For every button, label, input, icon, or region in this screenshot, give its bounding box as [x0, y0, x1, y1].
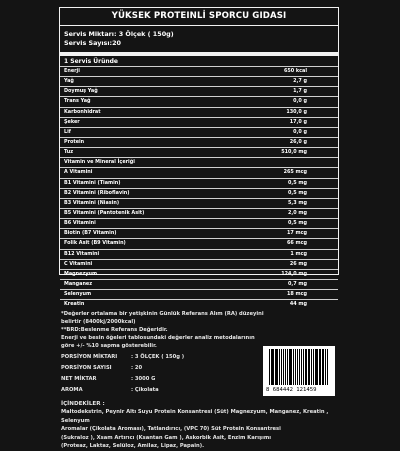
nutrient-row: [60, 188, 338, 198]
nutrient-value: 0,7 mg: [288, 280, 307, 287]
nutrient-row: [60, 157, 338, 167]
nutrient-row: [60, 299, 338, 309]
portion-amount: PORSİYON MİKTARI : 3 ÖLÇEK ( 150g ): [61, 354, 185, 360]
barcode-bar: [290, 349, 292, 385]
nutrient-name: Enerji: [64, 68, 80, 74]
nutrient-name: Karbonhidrat: [64, 108, 101, 115]
flavor: AROMA : Çikolata: [61, 387, 159, 393]
nutrient-value: 66 mcg: [286, 240, 307, 247]
barcode-bar: [319, 349, 321, 385]
nutrient-row: [60, 198, 338, 208]
nutrient-row: [60, 127, 338, 137]
nutrient-value: 510,0 mg: [281, 149, 307, 156]
barcode-bar: [293, 349, 294, 385]
nutrient-name: Magnezyum: [64, 270, 98, 277]
nutrient-value: 26,0 g: [289, 138, 307, 145]
nutrient-value: 0,5 mg: [288, 189, 307, 196]
barcode-bar: [269, 349, 270, 385]
nutrient-name: Tuz: [64, 149, 74, 156]
nutrient-value: 17 mcg: [286, 230, 307, 237]
nutrient-name: Trans Yağ: [64, 98, 91, 105]
barcode-bar: [289, 349, 290, 385]
tolerance-note-line2: göre +/- %10 sapma gösterebilir.: [61, 343, 157, 349]
barcode-bar: [283, 349, 284, 385]
nutrient-name: Selenyum: [64, 291, 92, 298]
barcode-bar: [323, 349, 324, 385]
servings-count: Servis Sayısı:20: [64, 39, 121, 47]
nutrient-table: [60, 66, 338, 309]
barcode-bar: [327, 349, 328, 385]
nutrient-row: [60, 208, 338, 218]
nutrient-row: [60, 66, 338, 76]
nutrition-facts-panel: [59, 7, 339, 308]
nutrient-value: 0,0 g: [293, 98, 307, 105]
barcode-bar: [295, 349, 296, 385]
nutrient-row: [60, 96, 338, 106]
nutrient-name: Kreatin: [64, 301, 85, 308]
barcode-bar: [279, 349, 280, 385]
barcode-bars: [269, 349, 329, 385]
nutrient-name: Biotin (B7 Vitamin): [64, 230, 117, 237]
barcode-bar: [303, 349, 304, 385]
nutrient-value: 2,7 g: [293, 78, 307, 85]
barcode-bar: [305, 349, 307, 385]
barcode-bar: [308, 349, 309, 385]
barcode-bar: [309, 349, 310, 385]
nutrient-name: B6 Vitamini: [64, 220, 96, 227]
net-amount: NET MİKTAR : 3000 G: [61, 376, 156, 382]
nutrient-row: [60, 86, 338, 96]
per-serving-heading: 1 Servis Üründe: [64, 58, 118, 65]
ingredients-line3: (Sukraloz ), Xsam Artırıcı (Ksantan Gam ), Askorbik Asit, Enzim Karışımı: [61, 434, 272, 441]
nutrient-name: C Vitamini: [64, 260, 93, 267]
nutrient-value: 650 kcal: [283, 68, 307, 74]
barcode-number: 8 684442 121459: [266, 387, 317, 393]
barcode-bar: [287, 349, 288, 385]
barcode-bar: [301, 349, 302, 385]
reference-note-line2: belirtir (8400kj/2000kcal): [61, 319, 136, 325]
nutrient-row: [60, 117, 338, 127]
nutrient-value: 0,5 mg: [288, 179, 307, 186]
nutrient-name: Manganez: [64, 280, 93, 287]
nutrient-value: 17,0 g: [289, 118, 307, 125]
nutrient-name: Şeker: [64, 118, 80, 125]
nutrient-value: 124,0 mg: [281, 270, 307, 277]
nutrient-name: A Vitamini: [64, 169, 93, 176]
nutrient-value: 2,0 mg: [288, 209, 307, 216]
barcode-bar: [322, 349, 323, 385]
reference-note-line1: *Değerler ortalama bir yetişkinin Günlük Referans Alım (RA) düzeyini: [61, 311, 264, 317]
nutrient-name: Lif: [64, 128, 71, 135]
nutrient-row: [60, 249, 338, 259]
nutrient-row: [60, 137, 338, 147]
barcode-bar: [325, 349, 326, 385]
barcode-bar: [315, 349, 316, 385]
barcode-bar: [281, 349, 282, 385]
nutrient-name: B2 Vitamini (Riboflavin): [64, 189, 130, 196]
barcode-bar: [271, 349, 272, 385]
nutrient-row: [60, 269, 338, 279]
barcode-bar: [299, 349, 300, 385]
nutrient-value: 0,5 mg: [288, 220, 307, 227]
nutrient-name: Folik Asit (B9 Vitamin): [64, 240, 126, 247]
nutrient-name: B12 Vitamini: [64, 250, 100, 257]
nutrient-row: [60, 289, 338, 299]
label-title: YÜKSEK PROTEINLİ SPORCU GIDASI: [60, 8, 338, 26]
nutrient-value: 1 mcg: [290, 250, 307, 257]
ingredients-line1: Maltodekstrin, Peynir Altı Suyu Protein Konsantresi (Süt) Magnezyum, Manganez, Kreatin , Selenyum: [61, 409, 329, 424]
ingredients-heading: İÇİNDEKİLER :: [61, 401, 105, 407]
nutrient-row: [60, 107, 338, 117]
nutrient-name: B3 Vitamini (Niasin): [64, 199, 120, 206]
barcode-bar: [313, 349, 314, 385]
barcode-bar: [297, 349, 298, 385]
nutrient-row: [60, 259, 338, 269]
nutrient-row: [60, 279, 338, 289]
portion-count: PORSİYON SAYISI : 20: [61, 365, 143, 371]
barcode-bar: [272, 349, 273, 385]
nutrient-row: [60, 228, 338, 238]
nutrient-row: [60, 218, 338, 228]
nutrient-value: 265 mcg: [283, 169, 307, 176]
nutrient-value: 130,0 g: [286, 108, 307, 115]
nutrient-name: B5 Vitamini (Pantotenik Asit): [64, 209, 145, 216]
nutrient-row: [60, 178, 338, 188]
nutrient-row: [60, 76, 338, 86]
tolerance-note-line1: Enerji ve besin öğeleri tablosundaki değerler analiz metodalarının: [61, 335, 255, 341]
nutrient-value: 1,7 g: [293, 88, 307, 95]
nutrient-name: Protein: [64, 138, 85, 145]
barcode-bar: [276, 349, 278, 385]
barcode-bar: [311, 349, 312, 385]
nutrient-value: 44 mg: [289, 301, 307, 308]
barcode-bar: [316, 349, 317, 385]
serving-info: [60, 26, 338, 48]
barcode: [263, 346, 335, 396]
nutrient-value: 18 mcg: [286, 291, 307, 298]
brd-note: **BRD:Beslenme Referans Değeridir.: [61, 327, 168, 333]
nutrient-name: B1 Vitamini (Tiamin): [64, 179, 121, 186]
nutrient-row: [60, 167, 338, 177]
nutrient-value: 0,0 g: [293, 128, 307, 135]
nutrient-name: Vitamin ve Mineral İçeriği: [64, 159, 135, 166]
ingredients-line4: (Proteaz, Laktaz, Selüloz, Amilaz, Lipaz, Papain).: [61, 443, 205, 450]
nutrient-name: Yağ: [64, 78, 74, 85]
nutrient-row: [60, 238, 338, 248]
nutrient-value: 26 mg: [289, 260, 307, 267]
nutrient-name: Doymuş Yağ: [64, 88, 98, 95]
barcode-bar: [285, 349, 286, 385]
nutrient-row: [60, 147, 338, 157]
barcode-bar: [275, 349, 276, 385]
ingredients-line2: Aromalar (Çikolata Aroması), Tatlandırıcı, (VPC 70) Süt Protein Konsantresi: [61, 426, 281, 433]
serving-size: Servis Miktarı: 3 Ölçek ( 150g): [64, 30, 174, 38]
nutrient-value: 5,3 mg: [288, 199, 307, 206]
